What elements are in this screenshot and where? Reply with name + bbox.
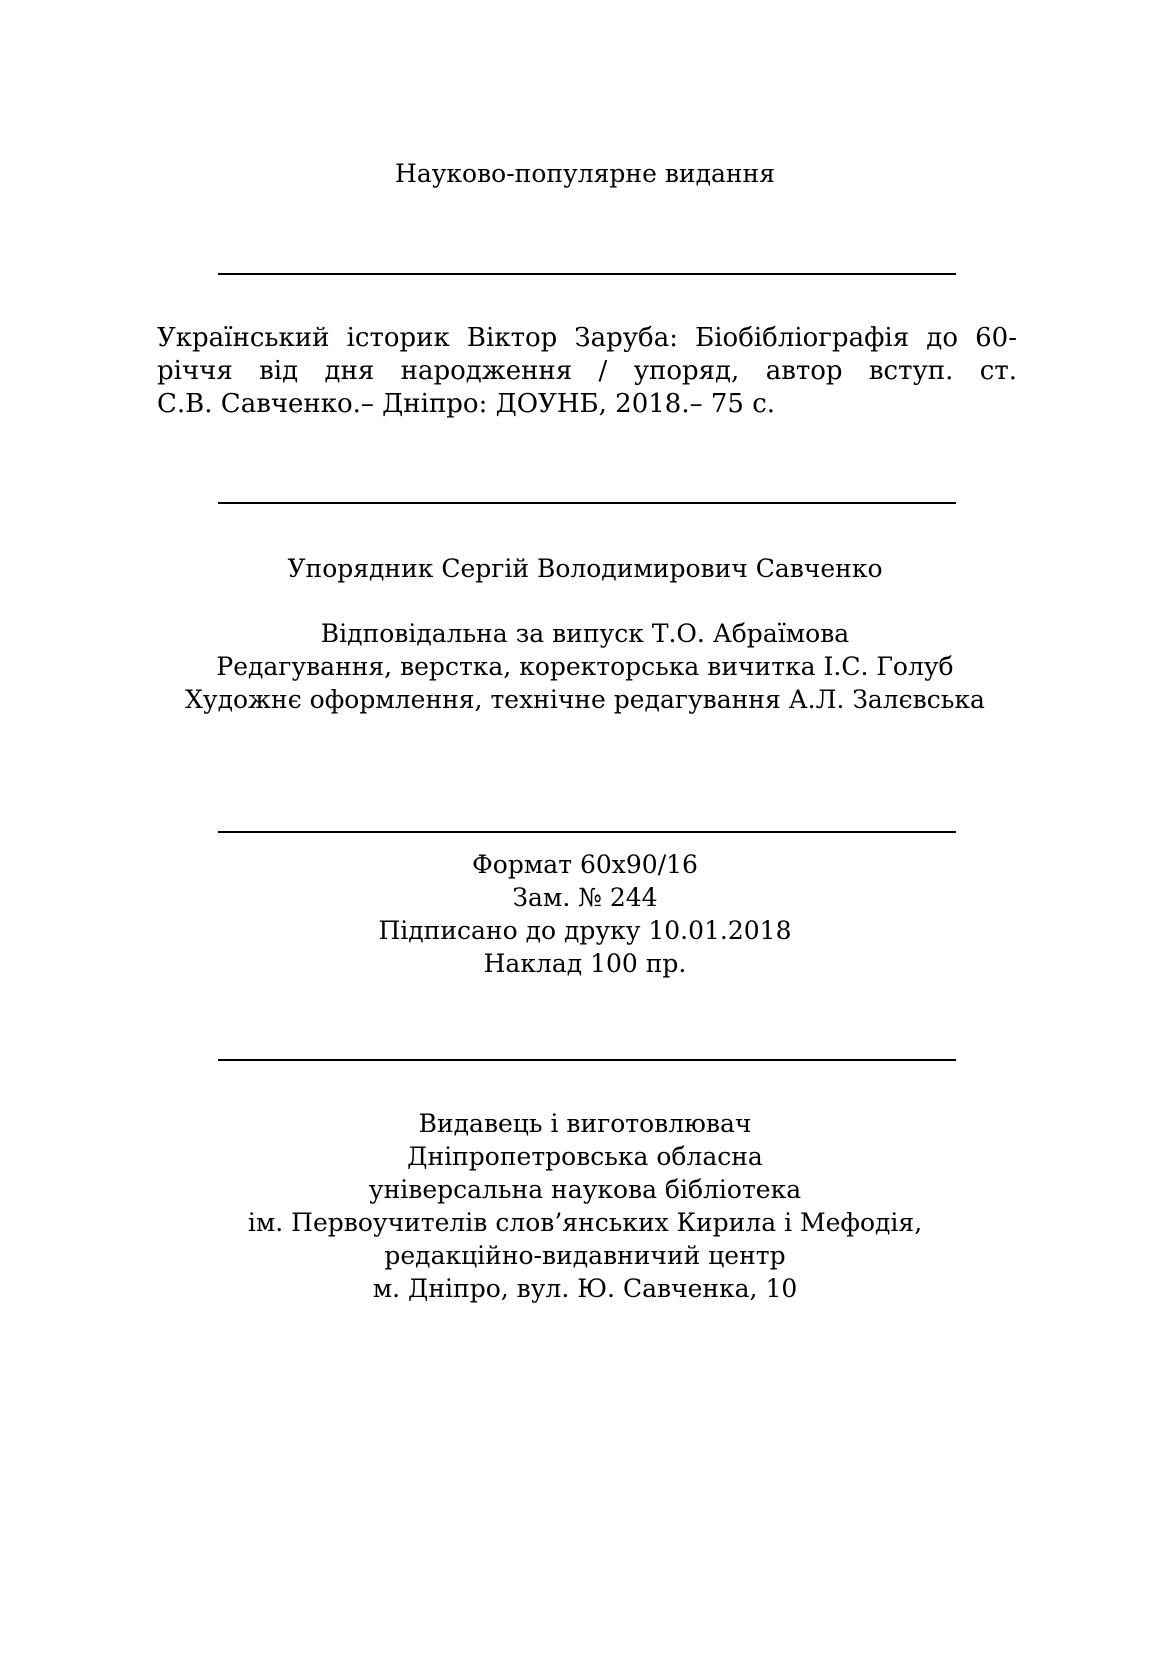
publisher-line-6: м. Дніпро, вул. Ю. Савченка, 10: [372, 1274, 798, 1303]
bibliographic-description: [157, 322, 1017, 421]
credits: [0, 617, 1170, 716]
signed-to-print: Підписано до друку 10.01.2018: [378, 916, 792, 945]
bib-line-2: річчя від дня народження / упоряд, автор вступ. ст.: [157, 356, 1017, 386]
bib-line-1: Український історик Віктор Заруба: Біобібліографія до 60-: [157, 323, 1017, 353]
bib-line-3: С.В. Савченко.– Дніпро: ДОУНБ, 2018.– 75 с.: [157, 389, 776, 419]
credit-responsible: Відповідальна за випуск Т.О. Абраїмова: [320, 619, 850, 648]
divider-2: [218, 502, 956, 504]
order-number: Зам. № 244: [512, 883, 658, 912]
divider-3: [218, 831, 956, 833]
publisher-line-5: редакційно-видавничий центр: [384, 1241, 786, 1270]
credit-editing: Редагування, верстка, коректорська вичитка І.С. Голуб: [216, 652, 954, 681]
credit-design: Художнє оформлення, технічне редагування А.Л. Залєвська: [185, 685, 985, 714]
publisher-line-3: універсальна наукова бібліотека: [368, 1175, 802, 1204]
publisher-block: [0, 1107, 1170, 1305]
publisher-line-1: Видавець і виготовлювач: [418, 1109, 752, 1138]
divider-1: [218, 273, 956, 275]
format: Формат 60х90/16: [472, 850, 698, 879]
publisher-line-4: ім. Первоучителів слов’янських Кирила і Мефодія,: [247, 1208, 923, 1237]
print-info: [0, 848, 1170, 980]
divider-4: [218, 1059, 956, 1061]
publisher-line-2: Дніпропетровська обласна: [407, 1142, 763, 1171]
edition-type: Науково-популярне видання: [395, 159, 775, 188]
print-run: Наклад 100 пр.: [483, 949, 687, 978]
compiler: Упорядник Сергій Володимирович Савченко: [287, 554, 883, 583]
